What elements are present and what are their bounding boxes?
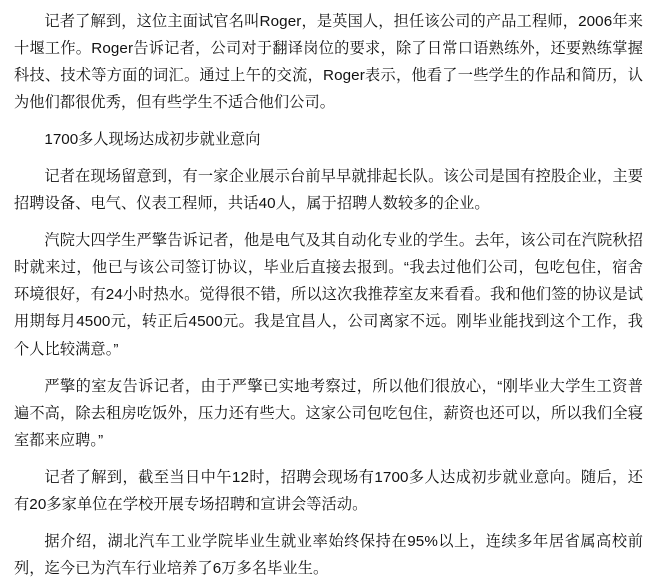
article-paragraph: 据介绍，湖北汽车工业学院毕业生就业率始终保持在95%以上，连续多年居省属高校前列，迄今已为汽车行业培养了6万多名毕业生。: [14, 532, 643, 577]
article-paragraph: 记者了解到，截至当日中午12时，招聘会现场有1700多人达成初步就业意向。随后，还有20多家单位在学校开展专场招聘和宣讲会等活动。: [14, 468, 643, 513]
article-paragraph: 严擎的室友告诉记者，由于严擎已实地考察过，所以他们很放心，“刚毕业大学生工资普遍不高，除去租房吃饭外，压力还有些大。这家公司包吃包住，薪资也还可以，所以我们全寝室都来应聘。”: [14, 377, 643, 449]
article-subheading: 1700多人现场达成初步就业意向: [44, 131, 261, 149]
article-paragraph: 记者在现场留意到，有一家企业展示台前早早就排起长队。该公司是国有控股企业，主要招聘设备、电气、仪表工程师，共话40人，属于招聘人数较多的企业。: [14, 168, 643, 213]
article-paragraph: 记者了解到，这位主面试官名叫Roger，是英国人，担任该公司的产品工程师，2006年来十堰工作。Roger告诉记者，公司对于翻译岗位的要求，除了日常口语熟练外，还要熟练掌握科技、技术等方面的词汇。通过上午的交流，Roger表示，他看了一些学生的作品和简历，认为他们都很优秀，但有些学生不适合他们公司。: [14, 13, 643, 112]
article-paragraph: 汽院大四学生严擎告诉记者，他是电气及其自动化专业的学生。去年，该公司在汽院秋招时就来过，他已与该公司签订协议，毕业后直接去报到。“我去过他们公司，包吃包住，宿舍环境很好，有24小时热水。觉得很不错，所以这次我推荐室友来看看。我和他们签的协议是试用期每月4500元，转正后4500元。我是宜昌人，公司离家不远。刚毕业能找到这个工作，我个人比较满意。”: [14, 232, 643, 358]
